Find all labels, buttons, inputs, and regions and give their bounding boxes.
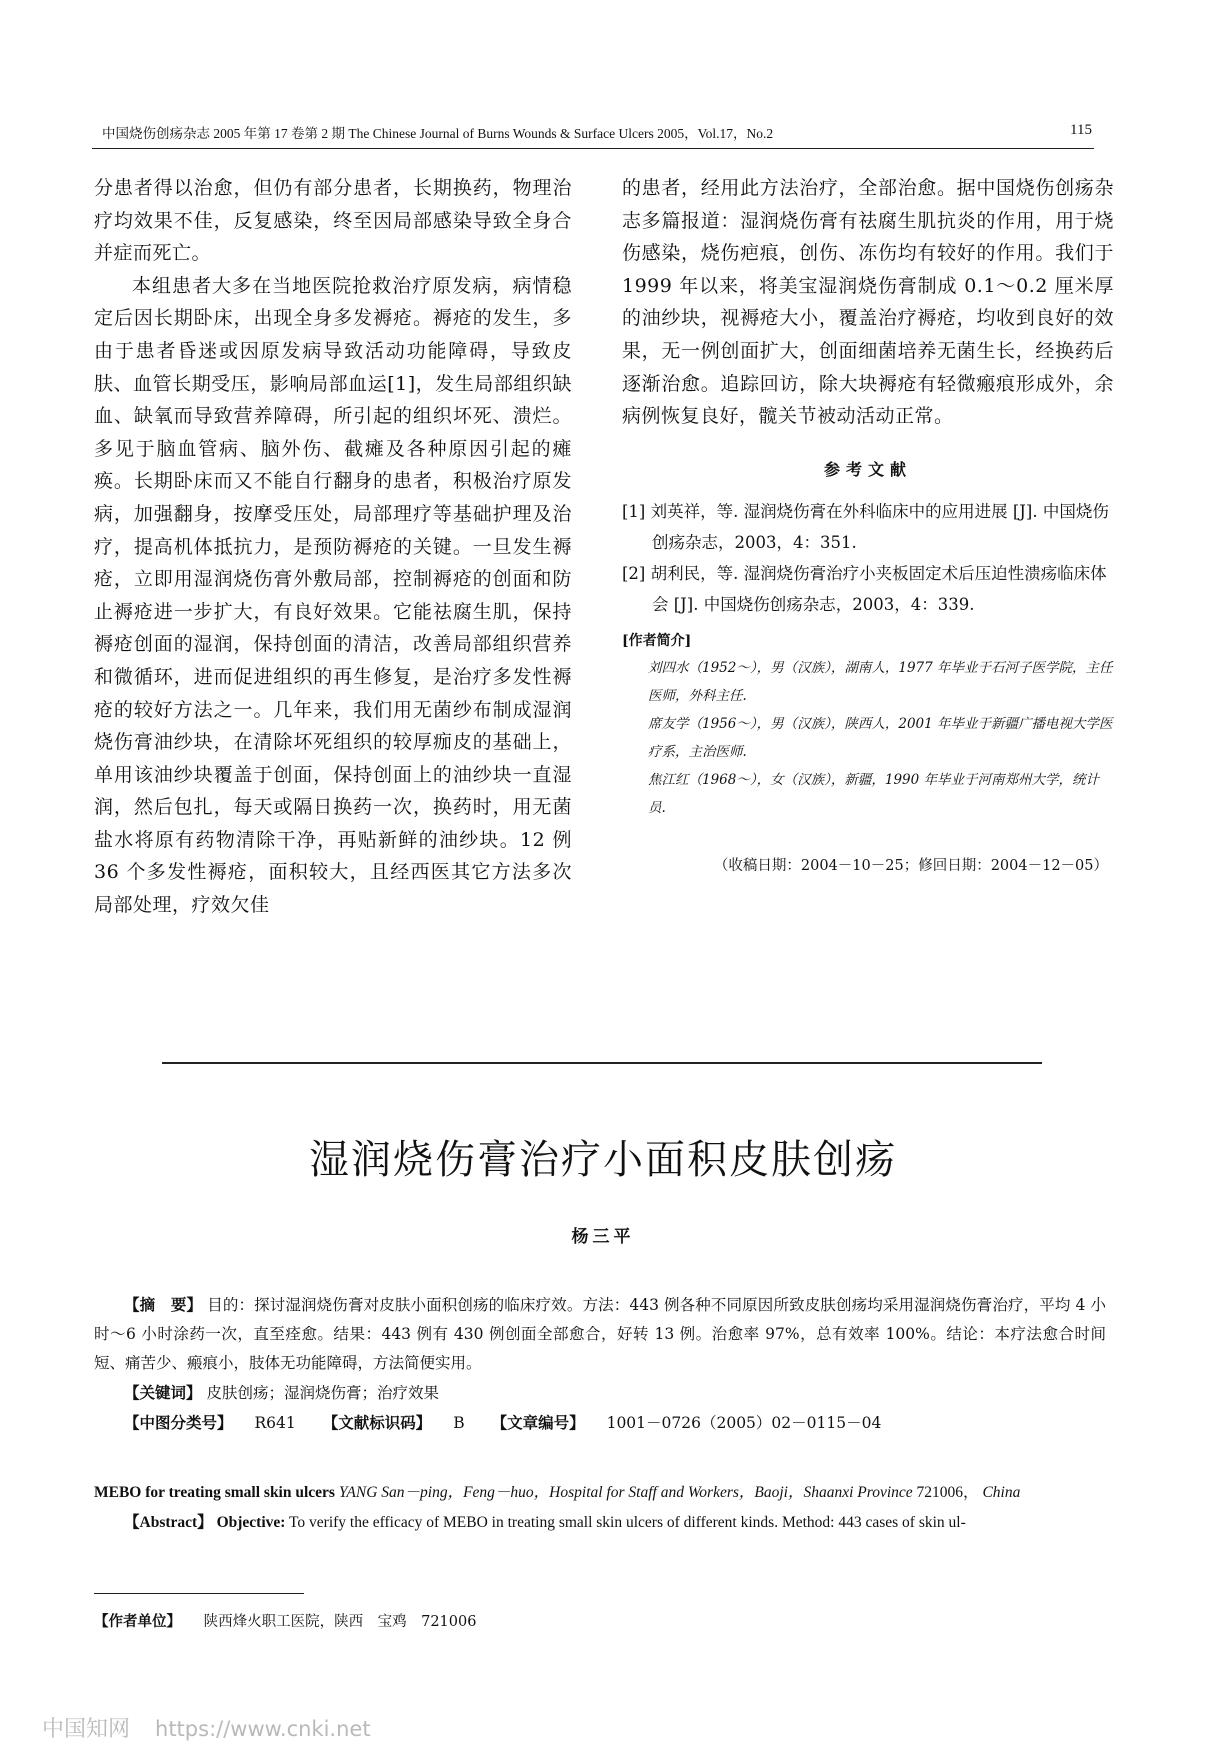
author-bio: 焦江红（1968～），女（汉族），新疆，1990 年毕业于河南郑州大学，统计员.	[648, 771, 1100, 816]
doc-code-value: B	[453, 1414, 465, 1432]
english-title: MEBO for treating small skin ulcers	[94, 1484, 335, 1501]
left-column	[94, 172, 572, 922]
footnote-rule	[94, 1593, 304, 1594]
references-heading: 参考文献	[823, 459, 912, 479]
reference-item: [2] 胡利民，等. 湿润烧伤膏治疗小夹板固定术后压迫性溃疡临床体会 [J]. 中国烧伤创疡杂志，2003，4：339.	[622, 563, 1107, 614]
journal-source: 中国烧伤创疡杂志 2005 年第 17 卷第 2 期 The Chinese Journal of Burns Wounds & Surface Ulcers 2005，Vol.17，No.2	[102, 126, 774, 141]
keywords-text: 皮肤创疡；湿润烧伤膏；治疗效果	[206, 1384, 439, 1402]
article-number-label: 【文章编号】	[491, 1413, 585, 1432]
reference-item: [1] 刘英祥，等. 湿润烧伤膏在外科临床中的应用进展 [J]. 中国烧伤创疡杂志，2003，4：351.	[622, 501, 1109, 552]
english-authors: YANG San－ping，Feng－huo，Hospital for Staff and Workers，Baoji，Shaanxi Province	[338, 1484, 913, 1501]
page-number: 115	[1070, 122, 1092, 138]
english-abstract-label: 【Abstract】	[124, 1514, 213, 1531]
body-paragraph: 本组患者大多在当地医院抢救治疗原发病，病情稳定后因长期卧床，出现全身多发褥疮。褥疮的发生，多由于患者昏迷或因原发病导致活动功能障碍，导致皮肤、血管长期受压，影响局部血运[1]，发生局部组织缺血、缺氧而导致营养障碍，所引起的组织坏死、溃烂。多见于脑血管病、脑外伤、截瘫及各种原因引起的瘫痪。长期卧床而又不能自行翻身的患者，积极治疗原发病，加强翻身，按摩受压处，局部理疗等基础护理及治疗，提高机体抵抗力，是预防褥疮的关键。一旦发生褥疮，立即用湿润烧伤膏外敷局部，控制褥疮的创面和防止褥疮进一步扩大，有良好效果。它能祛腐生肌，保持褥疮创面的湿润，保持创面的清洁，改善局部组织营养和微循环，进而促进组织的再生修复，是治疗多发性褥疮的较好方法之一。几年来，我们用无菌纱布制成湿润烧伤膏油纱块，在清除坏死组织的较厚痂皮的基础上，单用该油纱块覆盖于创面，保持创面上的油纱块一直湿润，然后包扎，每天或隔日换药一次，换药时，用无菌盐水将原有药物清除干净，再贴新鲜的油纱块。12 例 36 个多发性褥疮，面积较大，且经西医其它方法多次局部处理，疗效欠佳	[94, 274, 572, 917]
right-column	[622, 172, 1114, 875]
cnki-url: https://www.cnki.net	[155, 1717, 371, 1741]
running-header	[102, 122, 1092, 144]
class-number-label: 【中图分类号】	[124, 1413, 233, 1432]
abstract-text: 目的：探讨湿润烧伤膏对皮肤小面积创疡的临床疗效。方法：443 例各种不同原因所致皮肤创疡均采用湿润烧伤膏治疗，平均 4 小时～6 小时涂药一次，直至痊愈。结果：443 例有 430 例创面全部愈合，好转 13 例。治愈率 97%，总有效率 100%。结论：本疗法愈合时间短、痛苦少、瘢痕小，肢体无功能障碍，方法简便实用。	[94, 1296, 1106, 1372]
keywords-label: 【关键词】	[124, 1383, 202, 1402]
english-abstract	[94, 1478, 1106, 1538]
cnki-watermark	[42, 1712, 371, 1743]
objective-label: Objective:	[216, 1514, 286, 1531]
affiliation-text: 陕西烽火职工医院，陕西 宝鸡 721006	[203, 1614, 477, 1630]
english-postcode: 721006，	[916, 1484, 979, 1501]
header-rule	[92, 148, 1094, 149]
body-paragraph: 的患者，经用此方法治疗，全部治愈。据中国烧伤创疡杂志多篇报道：湿润烧伤膏有祛腐生肌抗炎的作用，用于烧伤感染，烧伤疤痕，创伤、冻伤均有较好的作用。我们于 1999 年以来，将美宝湿润烧伤膏制成 0.1～0.2 厘米厚的油纱块，视褥疮大小，覆盖治疗褥疮，均收到良好的效果，无一例创面扩大，创面细菌培养无菌生长，经换药后逐渐治愈。追踪回访，除大块褥疮有轻微瘢痕形成外，余病例恢复良好，髋关节被动活动正常。	[622, 177, 1114, 428]
abstract-label: 【摘 要】	[124, 1295, 203, 1314]
author-affiliation	[94, 1610, 476, 1631]
affiliation-label: 【作者单位】	[94, 1613, 181, 1630]
received-dates: （收稿日期：2004－10－25；修回日期：2004－12－05）	[713, 857, 1108, 874]
english-country: China	[982, 1484, 1021, 1501]
article-title: 湿润烧伤膏治疗小面积皮肤创疡	[309, 1137, 897, 1183]
article-divider	[162, 1062, 1042, 1064]
class-number-value: R641	[254, 1414, 296, 1432]
article-author: 杨三平	[571, 1227, 635, 1247]
chinese-abstract	[94, 1290, 1106, 1438]
body-paragraph: 分患者得以治愈，但仍有部分患者，长期换药，物理治疗均效果不佳，反复感染，终至因局部感染导致全身合并症而死亡。	[94, 177, 572, 265]
author-bio-heading: [作者简介]	[622, 632, 692, 649]
english-abstract-text: To verify the efficacy of MEBO in treating small skin ulcers of different kinds. Method: 443 cases of skin ul-	[289, 1514, 966, 1531]
doc-code-label: 【文献标识码】	[322, 1413, 432, 1432]
author-bio: 席友学（1956～），男（汉族），陕西人，2001 年毕业于新疆广播电视大学医疗系，主治医师.	[648, 715, 1113, 760]
author-bio: 刘四水（1952～），男（汉族），湖南人，1977 年毕业于石河子医学院，主任医师，外科主任.	[648, 659, 1113, 704]
cnki-brand: 中国知网	[42, 1717, 131, 1742]
article-number-value: 1001－0726（2005）02－0115－04	[606, 1414, 882, 1432]
